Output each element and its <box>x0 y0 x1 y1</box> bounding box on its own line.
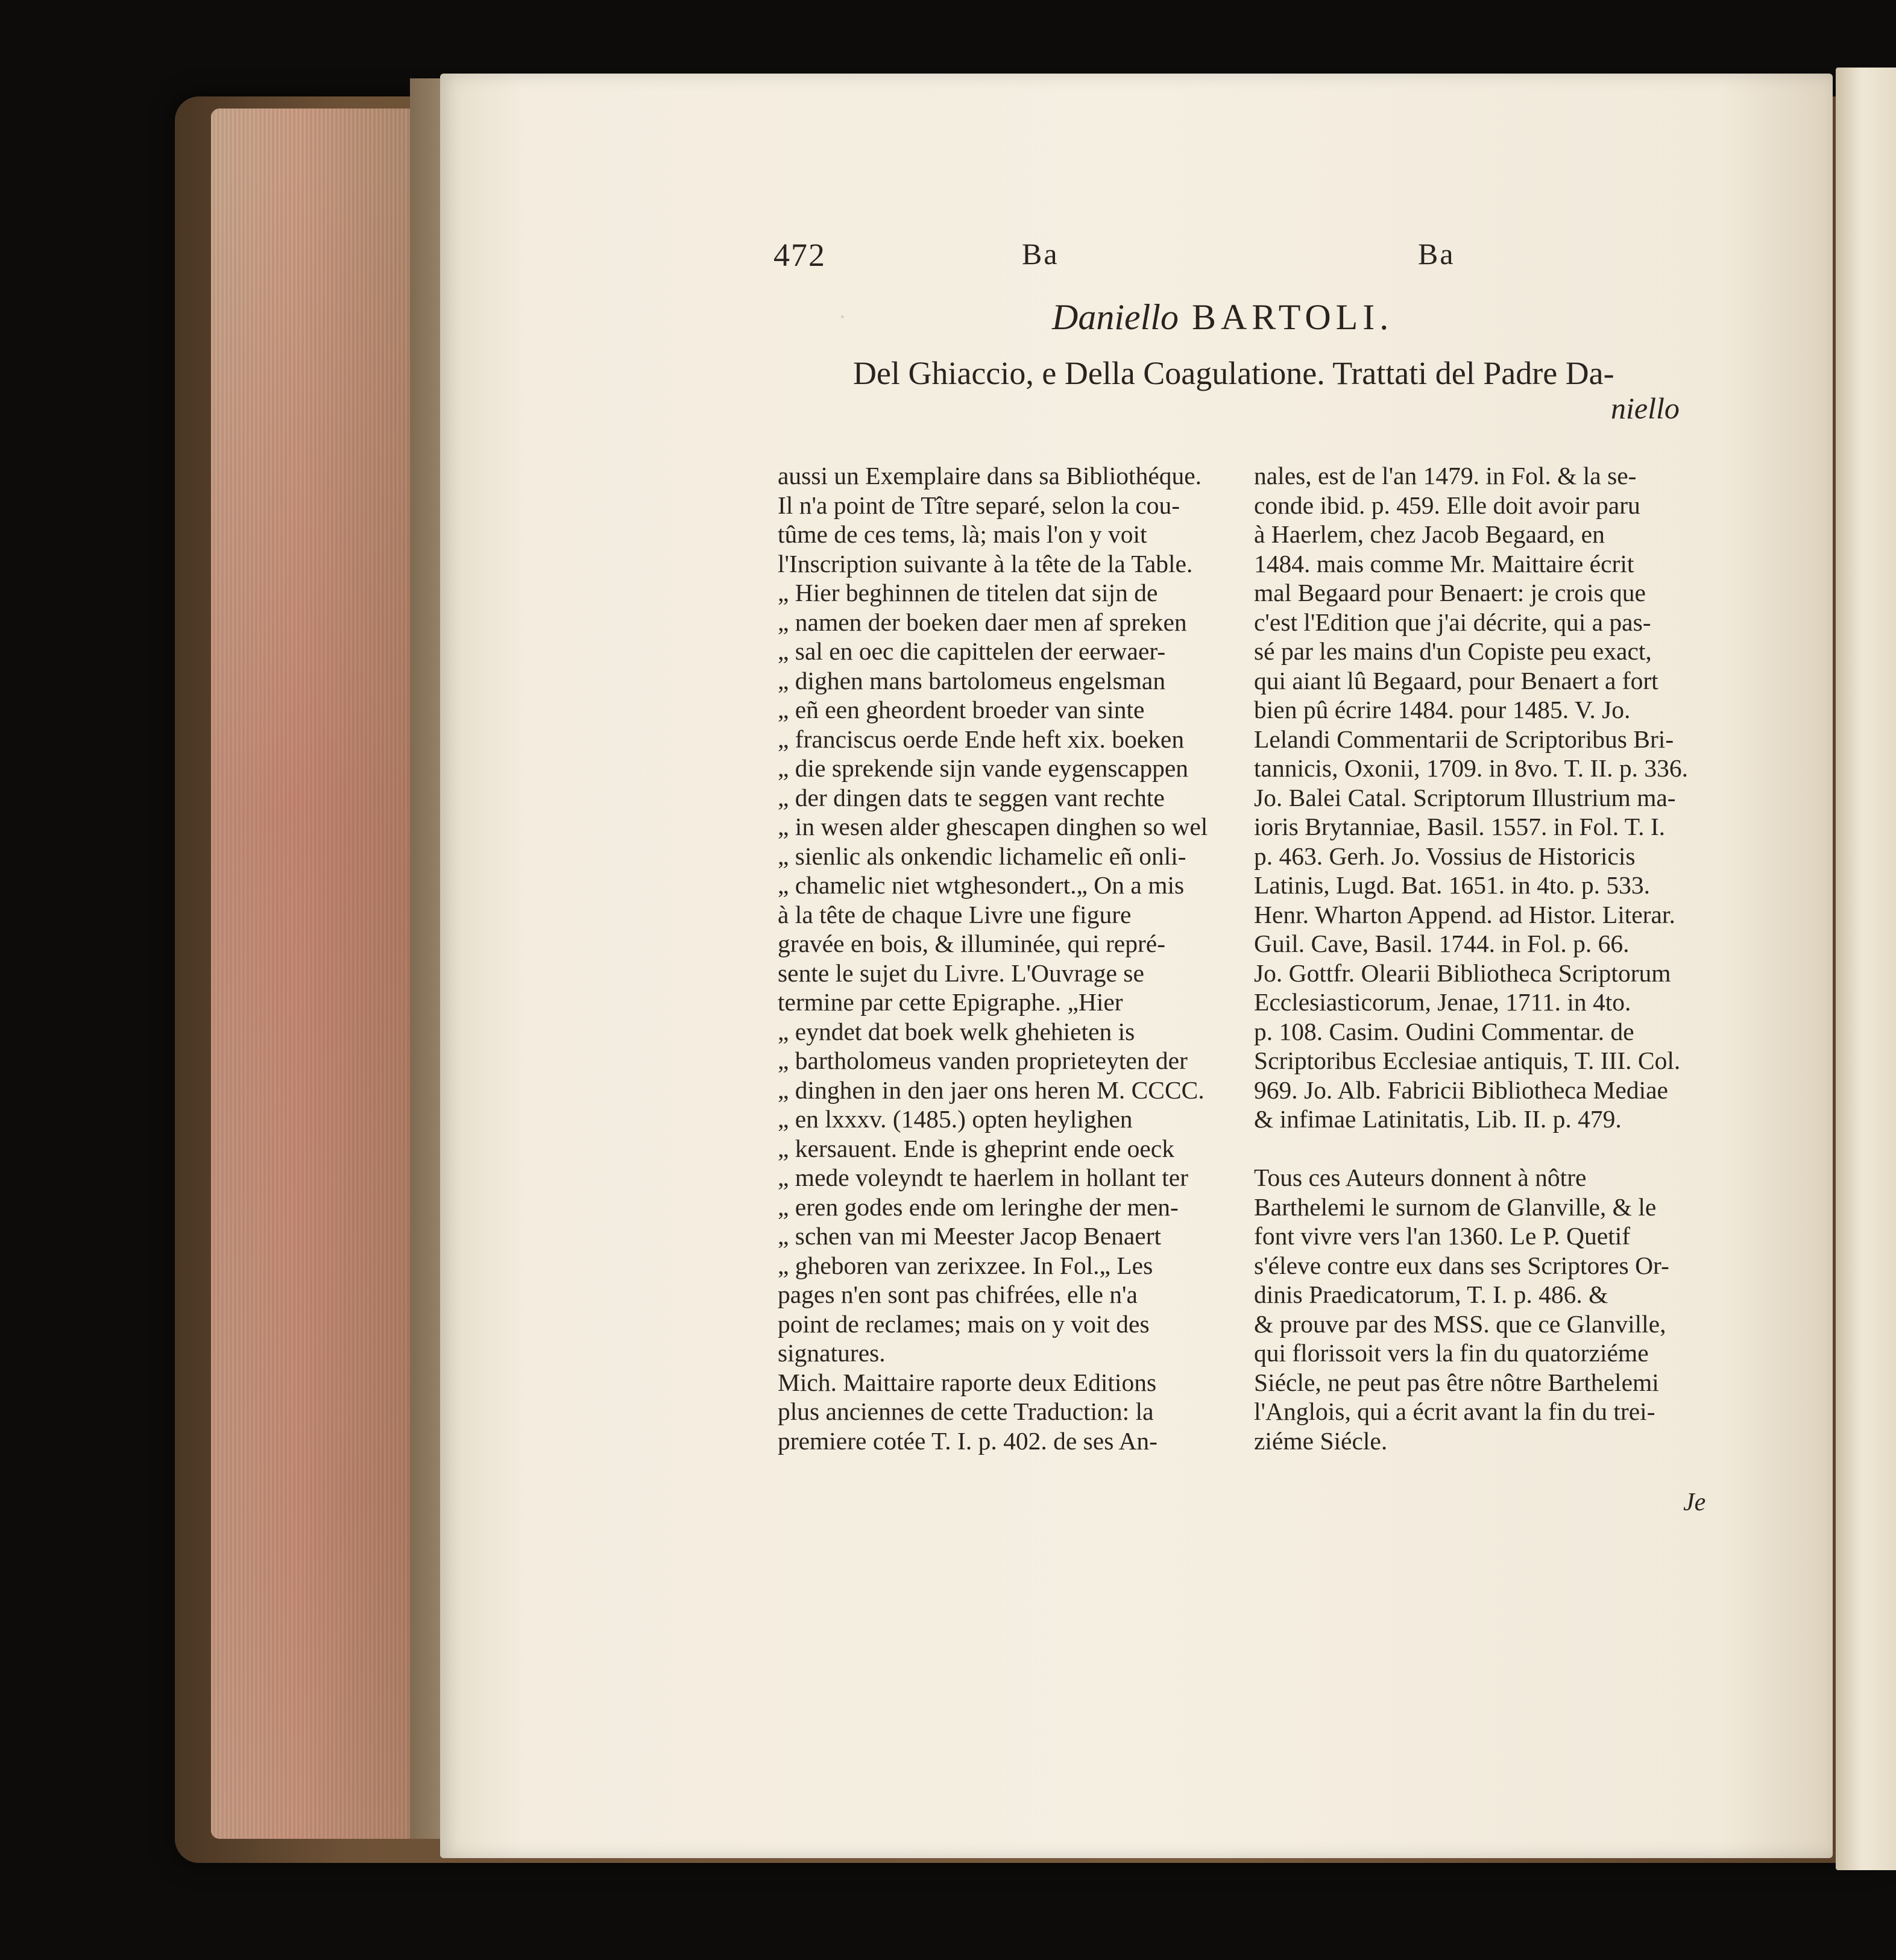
text-line: „ Hier beghinnen de titelen dat sijn de <box>778 579 1158 607</box>
text-line: sé par les mains d'un Copiste peu exact, <box>1254 637 1652 665</box>
text-line: Latinis, Lugd. Bat. 1651. in 4to. p. 533. <box>1254 871 1651 899</box>
text-line: „ eyndet dat boek welk ghehieten is <box>778 1017 1135 1045</box>
text-line: Barthelemi le surnom de Glanville, & le <box>1254 1193 1657 1221</box>
text-line: gravée en bois, & illuminée, qui repré- <box>778 930 1166 957</box>
text-line: mal Begaard pour Benaert: je crois que <box>1254 579 1646 607</box>
text-line: „ dighen mans bartolomeus engelsman <box>778 666 1166 695</box>
text-line: „ kersauent. Ende is gheprint ende oeck <box>778 1134 1174 1162</box>
text-line: l'Inscription suivante à la tête de la Table. <box>778 549 1193 578</box>
text-line: qui florissoit vers la fin du quatorziéme <box>1254 1339 1649 1367</box>
text-line: Jo. Gottfr. Olearii Bibliotheca Scriptorum <box>1254 959 1671 987</box>
text-line: Tous ces Auteurs donnent à nôtre <box>1254 1164 1587 1191</box>
catchword: Je <box>1683 1489 1706 1516</box>
text-line: „ eñ een gheordent broeder van sinte <box>778 696 1145 723</box>
running-head-left: Ba <box>1022 237 1059 271</box>
text-line: s'éleve contre eux dans ses Scriptores Or- <box>1254 1251 1669 1279</box>
text-line: termine par cette Epigraphe. „Hier <box>778 988 1123 1016</box>
text-line: Lelandi Commentarii de Scriptoribus Bri- <box>1254 725 1674 753</box>
text-line: p. 108. Casim. Oudini Commentar. de <box>1254 1017 1634 1045</box>
author-family-name: BARTOLI. <box>1191 297 1394 337</box>
text-line: point de reclames; mais on y voit des <box>778 1309 1150 1338</box>
text-line <box>1254 1134 1712 1164</box>
text-line: 1484. mais comme Mr. Maittaire écrit <box>1254 549 1634 578</box>
text-line: Jo. Balei Catal. Scriptorum Illustrium ma- <box>1254 783 1676 811</box>
text-line: „ franciscus oerde Ende heft xix. boeken <box>778 725 1185 753</box>
text-line: „ schen van mi Meester Jacop Benaert <box>778 1222 1162 1250</box>
text-line: „ eren godes ende om leringhe der men- <box>778 1193 1179 1221</box>
text-line: ziéme Siécle. <box>1254 1426 1388 1455</box>
right-text-column <box>1254 461 1724 1455</box>
text-line: „ en lxxxv. (1485.) opten heylighen <box>778 1105 1133 1133</box>
author-given-name: Daniello <box>1052 297 1179 337</box>
text-line: & infimae Latinitatis, Lib. II. p. 479. <box>1254 1105 1622 1133</box>
text-line: „ mede voleyndt te haerlem in hollant ter <box>778 1164 1189 1191</box>
entry-title-continued: niello <box>1611 391 1680 425</box>
text-line: premiere cotée T. I. p. 402. de ses An- <box>778 1426 1157 1455</box>
text-line: pages n'en sont pas chifrées, elle n'a <box>778 1281 1138 1308</box>
text-line: plus anciennes de cette Traduction: la <box>778 1398 1154 1425</box>
text-line: „ dinghen in den jaer ons heren M. CCCC. <box>778 1076 1205 1104</box>
text-line: à la tête de chaque Livre une figure <box>778 900 1132 928</box>
text-line: font vivre vers l'an 1360. Le P. Quetif <box>1254 1222 1631 1250</box>
text-line: tûme de ces tems, là; mais l'on y voit <box>778 520 1147 548</box>
text-line: aussi un Exemplaire dans sa Bibliothéque. <box>778 462 1202 490</box>
text-line: „ in wesen alder ghescapen dinghen so wel <box>778 813 1208 840</box>
text-line: Guil. Cave, Basil. 1744. in Fol. p. 66. <box>1254 930 1630 957</box>
text-line: „ chamelic niet wtghesondert.„ On a mis <box>778 871 1185 899</box>
text-line: dinis Praedicatorum, T. I. p. 486. & <box>1254 1281 1608 1308</box>
text-line: „ namen der boeken daer men af spreken <box>778 608 1187 636</box>
text-line: „ sienlic als onkendic lichamelic eñ onli- <box>778 842 1186 870</box>
text-line: Scriptoribus Ecclesiae antiquis, T. III. Col. <box>1254 1047 1681 1074</box>
text-line: „ der dingen dats te seggen vant rechte <box>778 783 1165 811</box>
bleed-through-mark: · <box>838 302 847 332</box>
text-line: Ecclesiasticorum, Jenae, 1711. in 4to. <box>1254 988 1631 1016</box>
text-line: conde ibid. p. 459. Elle doit avoir paru <box>1254 491 1640 519</box>
text-line: Siécle, ne peut pas être nôtre Barthelemi <box>1254 1368 1659 1396</box>
text-line: & prouve par des MSS. que ce Glanville, <box>1254 1309 1666 1338</box>
text-line: Mich. Maittaire raporte deux Editions <box>778 1368 1157 1396</box>
text-line: bien pû écrire 1484. pour 1485. V. Jo. <box>1254 696 1631 723</box>
running-head-right: Ba <box>1418 237 1455 271</box>
text-line: „ sal en oec die capittelen der eerwaer- <box>778 637 1166 665</box>
facing-page-sliver <box>1836 68 1896 1870</box>
text-line: à Haerlem, chez Jacob Begaard, en <box>1254 520 1605 548</box>
entry-author <box>1052 297 1393 338</box>
entry-title: Del Ghiaccio, e Della Coagulatione. Trattati del Padre Da- <box>853 355 1614 391</box>
text-line: „ gheboren van zerixzee. In Fol.„ Les <box>778 1251 1153 1279</box>
text-line: p. 463. Gerh. Jo. Vossius de Historicis <box>1254 842 1636 870</box>
text-line: ioris Brytanniae, Basil. 1557. in Fol. T. I. <box>1254 813 1666 840</box>
text-line: „ die sprekende sijn vande eygenscappen <box>778 754 1189 782</box>
text-line: l'Anglois, qui a écrit avant la fin du trei- <box>1254 1398 1655 1425</box>
text-line: nales, est de l'an 1479. in Fol. & la se- <box>1254 462 1637 490</box>
text-line: c'est l'Edition que j'ai décrite, qui a pas- <box>1254 608 1651 636</box>
text-line: Henr. Wharton Append. ad Histor. Literar. <box>1254 900 1675 928</box>
text-line: sente le sujet du Livre. L'Ouvrage se <box>778 959 1144 987</box>
text-line: 969. Jo. Alb. Fabricii Bibliotheca Mediae <box>1254 1076 1668 1104</box>
text-line: „ bartholomeus vanden proprieteyten der <box>778 1047 1188 1074</box>
text-line: qui aiant lû Begaard, pour Benaert a fort <box>1254 666 1658 695</box>
text-line: Il n'a point de Tître separé, selon la cou- <box>778 491 1180 519</box>
text-line: tannicis, Oxonii, 1709. in 8vo. T. II. p. 336. <box>1254 754 1689 782</box>
page-number: 472 <box>773 237 826 273</box>
text-line: signatures. <box>778 1339 886 1367</box>
